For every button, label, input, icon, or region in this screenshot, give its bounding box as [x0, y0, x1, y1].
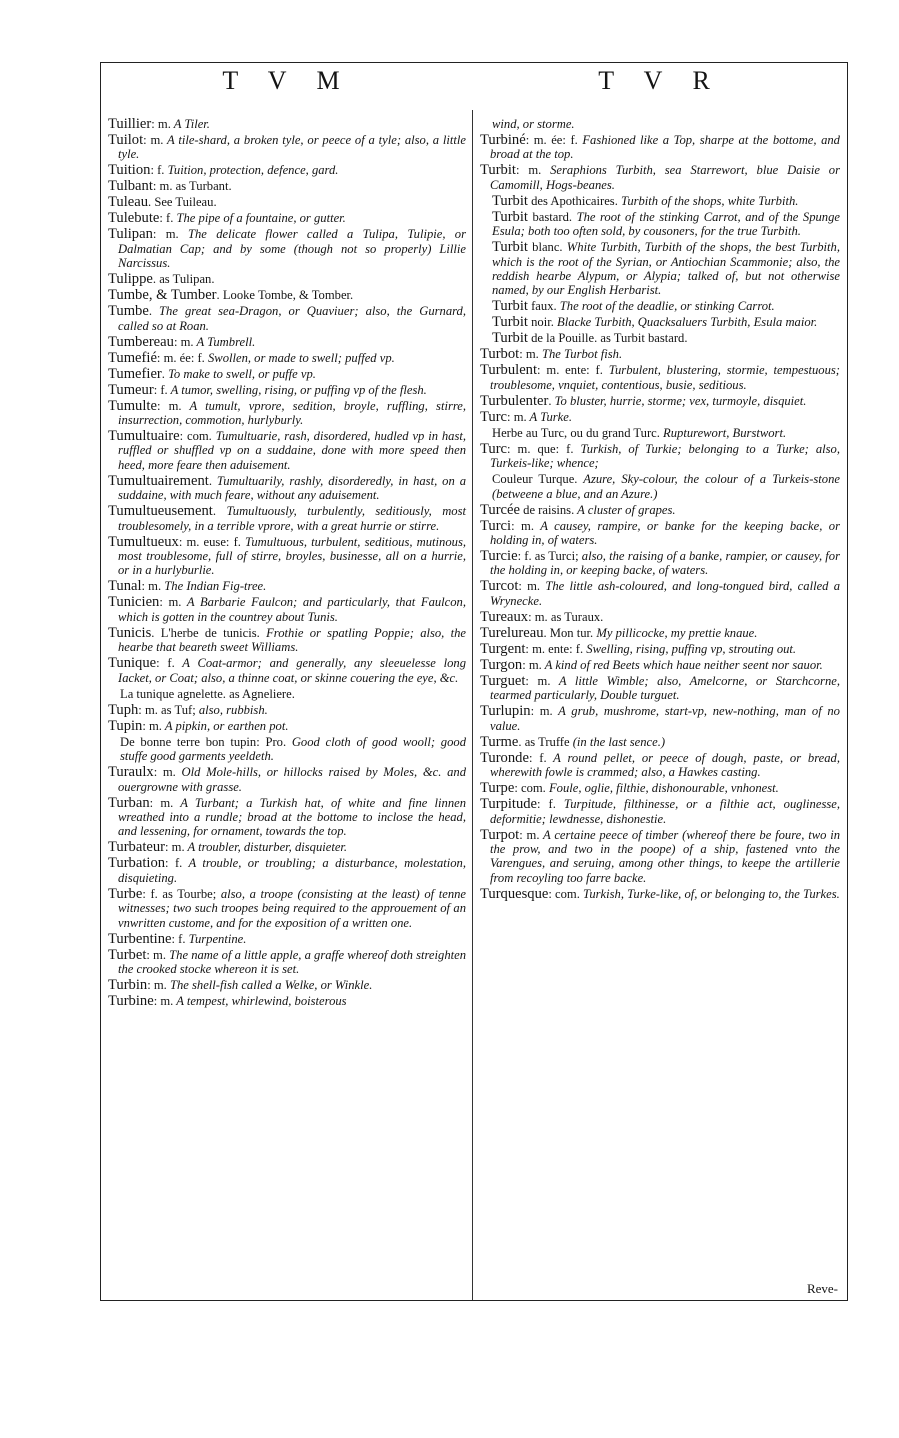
entry-grammar: : f.	[528, 750, 547, 765]
right-column	[480, 117, 840, 903]
entry-grammar: faux.	[527, 299, 557, 314]
entry-grammar: bastard.	[527, 209, 573, 224]
entry-grammar: : m. as Tuf;	[138, 702, 196, 717]
entry-headword: Turelureau	[480, 624, 544, 641]
entry-grammar: Herbe au Turc, ou du grand Turc.	[492, 425, 660, 440]
column-divider	[472, 110, 473, 1300]
entry-headword: Turbateur	[108, 839, 166, 856]
frame-right-rule	[847, 62, 848, 1300]
dictionary-entry	[480, 658, 840, 672]
entry-definition: The shell-fish called a Welke, or Winkle.	[166, 977, 373, 992]
entry-headword: Turcée	[480, 501, 520, 518]
entry-headword: Tunicis	[108, 624, 152, 641]
entry-grammar: : m. ente: f.	[525, 641, 584, 656]
entry-definition: Swelling, rising, puffing vp, strouting out.	[583, 641, 797, 656]
entry-grammar: : m.	[173, 334, 194, 349]
dictionary-entry	[480, 472, 840, 501]
catchword: Reve-	[806, 1281, 838, 1296]
dictionary-entry	[480, 331, 840, 345]
entry-definition: To make to swell, or puffe vp.	[164, 366, 316, 381]
entry-headword: Turaulx	[108, 764, 154, 781]
entry-grammar: : com.	[179, 429, 212, 444]
dictionary-entry	[480, 410, 840, 424]
entry-grammar: . See Tuileau.	[148, 195, 217, 210]
dictionary-entry	[108, 719, 466, 733]
entry-definition: A tile-shard, a broken tyle, or peece of a tyle; also, a little tyle.	[118, 133, 467, 162]
entry-headword: Tuition	[108, 162, 151, 179]
entry-definition: A Turbant; a Turkish hat, of white and fine linnen wreathed into a rundle; broad at the bottome to inclose the head, and lessening, for ornament, towards the top.	[118, 795, 466, 839]
entry-definition: A Tumbrell.	[193, 334, 256, 349]
entry-headword: Turbit	[492, 239, 528, 256]
entry-grammar: : m.	[515, 163, 542, 178]
left-column	[108, 117, 466, 1010]
dictionary-entry	[108, 765, 466, 794]
entry-definition: A Barbarie Faulcon; and particularly, that Faulcon, which is gotten in the countrey about Tunis.	[118, 595, 467, 624]
dictionary-entry	[480, 519, 840, 548]
dictionary-entry	[480, 240, 840, 298]
dictionary-entry	[108, 383, 466, 397]
entry-grammar: de la Pouille. as Turbit bastard.	[527, 331, 688, 346]
entry-grammar: : m.	[153, 993, 174, 1008]
dictionary-entry	[108, 796, 466, 839]
entry-headword: Tuleau	[108, 194, 149, 211]
dictionary-entry	[108, 703, 466, 717]
entry-headword: Turlupin	[480, 703, 531, 720]
entry-headword: Turquesque	[480, 885, 549, 902]
dictionary-entry	[108, 840, 466, 854]
entry-grammar: : m.	[147, 977, 167, 992]
entry-definition: Turpentine.	[185, 931, 247, 946]
dictionary-entry	[480, 626, 840, 640]
dictionary-entry	[108, 687, 466, 701]
entry-definition: Tuition, protection, defence, gard.	[164, 163, 339, 178]
dictionary-entry	[480, 194, 840, 208]
entry-definition: A causey, rampire, or banke for the keeping backe, or holding in, of waters.	[490, 518, 840, 548]
entry-headword: Turbiné	[480, 132, 526, 148]
dictionary-entry	[480, 674, 840, 703]
entry-definition: A tempest, whirlewind, boisterous	[173, 993, 347, 1008]
dictionary-entry	[480, 163, 840, 192]
entry-headword: Tumeur	[108, 381, 154, 398]
entry-headword: Turc	[480, 440, 508, 457]
entry-grammar: .	[161, 366, 165, 381]
entry-grammar: : m.	[142, 718, 162, 733]
entry-grammar: : f.	[159, 211, 174, 226]
entry-headword: Tulippe	[108, 271, 153, 288]
entry-grammar: : m.	[152, 227, 179, 242]
entry-headword: Tumbe	[108, 303, 149, 320]
entry-grammar: .	[548, 393, 552, 408]
entry-headword: Tulbant	[108, 178, 153, 195]
entry-headword: Turbin	[108, 976, 148, 993]
entry-definition: My pillicocke, my prettie knaue.	[593, 625, 758, 640]
entry-definition: A troubler, disturber, disquieter.	[184, 840, 348, 855]
entry-grammar: : com.	[548, 886, 580, 901]
entry-grammar: : m.	[165, 840, 185, 855]
entry-headword: Tulebute	[108, 210, 160, 227]
entry-headword: Turbe	[108, 885, 143, 902]
entry-definition: A kind of red Beets which haue neither seent nor sauor.	[541, 657, 823, 672]
dictionary-entry	[480, 610, 840, 624]
entry-grammar: .	[212, 504, 217, 519]
entry-grammar: : m.	[511, 518, 534, 533]
entry-definition: Rupturewort, Burstwort.	[659, 425, 787, 440]
dictionary-entry	[480, 579, 840, 608]
running-head-left: T V M	[222, 66, 352, 95]
dictionary-entry	[108, 474, 466, 503]
entry-grammar: : f.	[165, 856, 183, 871]
dictionary-entry	[480, 363, 840, 392]
entry-headword: Turonde	[480, 749, 529, 766]
entry-grammar: noir.	[527, 315, 554, 330]
dictionary-entry	[108, 211, 466, 225]
entry-headword: Tumultueusement	[108, 503, 213, 520]
entry-headword: Turpitude	[480, 796, 538, 813]
entry-headword: Tunal	[108, 578, 142, 595]
entry-grammar: : m.	[156, 398, 182, 413]
dictionary-entry	[480, 133, 840, 162]
entry-definition: The Indian Fig-tree.	[161, 579, 267, 594]
entry-grammar: : m. ée: f.	[156, 350, 205, 365]
entry-grammar: : m. que: f.	[507, 441, 574, 456]
entry-grammar: : m.	[518, 579, 541, 594]
dictionary-entry	[108, 163, 466, 177]
entry-definition: The root of the deadlie, or stinking Carrot.	[556, 299, 775, 314]
entry-grammar: : m. ente: f.	[537, 363, 603, 378]
entry-definition: A pipkin, or earthen pot.	[161, 718, 289, 733]
entry-grammar: : m. as Turbant.	[152, 179, 232, 194]
dictionary-entry	[108, 351, 466, 365]
entry-grammar: : m.	[143, 133, 164, 147]
dictionary-entry	[480, 797, 840, 826]
entry-definition: Fashioned like a Top, sharpe at the bottome, and broad at the top.	[490, 133, 840, 162]
entry-headword: Turbulent	[480, 362, 538, 379]
entry-headword: Turgent	[480, 640, 526, 657]
entry-headword: Tumultueux	[108, 533, 179, 550]
dictionary-entry	[108, 932, 466, 946]
entry-headword: Turbit	[492, 314, 528, 331]
entry-headword: Turci	[480, 517, 512, 534]
entry-headword: Tumulte	[108, 397, 157, 414]
entry-headword: Turbit	[480, 162, 516, 179]
entry-definition: Turpitude, filthinesse, or a filthie act, ouglinesse, deformitie; lewdnesse, dishonestie.	[490, 797, 840, 826]
entry-headword: Tupin	[108, 717, 143, 734]
entry-headword: Turbit	[492, 192, 528, 209]
dictionary-entry	[108, 117, 466, 131]
entry-headword: Turbit	[492, 208, 528, 225]
entry-definition: Foule, oglie, filthie, dishonourable, vnhonest.	[545, 781, 779, 796]
dictionary-entry	[480, 781, 840, 795]
entry-headword: Tuillier	[108, 116, 152, 132]
entry-definition: wind, or storme.	[492, 117, 575, 131]
dictionary-entry	[108, 735, 466, 764]
dictionary-entry	[108, 335, 466, 349]
entry-headword: Tumbe, & Tumber	[108, 287, 217, 304]
entry-definition: A Turke.	[526, 409, 573, 424]
dictionary-entry	[108, 399, 466, 428]
dictionary-entry	[108, 626, 466, 655]
entry-headword: Turbit	[492, 298, 528, 315]
entry-grammar: : m. euse: f.	[178, 534, 241, 549]
entry-definition: (in the last sence.)	[569, 734, 666, 749]
dictionary-entry	[108, 227, 466, 270]
dictionary-entry	[480, 642, 840, 656]
entry-grammar: : m.	[141, 579, 162, 594]
entry-headword: Turme	[480, 733, 519, 750]
entry-definition: Tumultuarily, rashly, disorderedly, in hast, on a suddaine, with much feare, without any aduisement.	[118, 473, 466, 503]
entry-definition: Old Mole-hills, or hillocks raised by Moles, &c. and ouergrowne with grasse.	[118, 765, 466, 794]
entry-definition: Good cloth of good wooll; good stuffe good garments yeeldeth.	[120, 734, 466, 764]
frame-left-rule	[100, 62, 101, 1300]
entry-definition: A certaine peece of timber (whereof there be foure, two in the prow, and two in the poope) of a ship, fastened vnto the Varengues, and seruing, among other things, to keepe the artillerie from recoyling too farre backe.	[490, 827, 840, 885]
entry-definition: Blacke Turbith, Quacksaluers Turbith, Esula maior.	[553, 315, 818, 330]
entry-definition: Turkish, of Turkie; belonging to a Turke; also, Turkeis-like; whence;	[490, 441, 840, 471]
entry-definition: The great sea-Dragon, or Quaviuer; also, the Gurnard, called so at Roan.	[118, 304, 466, 333]
entry-headword: Tumefier	[108, 365, 162, 382]
entry-headword: Turbentine	[108, 930, 172, 947]
entry-definition: Turkish, Turke-like, of, or belonging to, the Turkes.	[579, 886, 840, 901]
entry-definition: A little Wimble; also, Amelcorne, or Starchcorne, tearmed particularly, Double turguet.	[490, 673, 840, 703]
entry-grammar: : m. as Turaux.	[528, 609, 604, 624]
entry-headword: Turbit	[492, 330, 528, 347]
entry-definition: The Turbot fish.	[538, 347, 623, 362]
dictionary-entry	[108, 887, 466, 930]
entry-headword: Turc	[480, 408, 508, 425]
entry-definition: White Turbith, Turbith of the shops, the best Turbith, which is the root of the Syrian, or Antiochian Scammonie; also, the reddish hearbe Alypum, or Alypia; talked of, but not otherwise named, by our English Herbarist.	[492, 240, 840, 298]
dictionary-entry	[108, 304, 466, 333]
entry-grammar: . as Tulipan.	[152, 272, 215, 287]
entry-grammar: : m.	[159, 595, 182, 610]
entry-definition: Tumultuous, turbulent, seditious, mutinous, most troublesome, full of stirre, broyles, businesse, all on a hurrie, or in a hurlyburlie.	[118, 534, 466, 578]
entry-definition: also, the raising of a banke, rampier, or causey, for the holding in, or keeping backe, of waters.	[490, 549, 840, 578]
entry-headword: Turbulenter	[480, 392, 549, 409]
entry-headword: Tumbereau	[108, 333, 174, 350]
dictionary-entry	[480, 315, 840, 329]
entry-definition: The root of the stinking Carrot, and of the Spunge Esula; both too often sold, by cousoners, for the true Turbith.	[492, 209, 840, 239]
dictionary-entry	[108, 133, 466, 162]
dictionary-entry	[480, 735, 840, 749]
entry-definition: A round pellet, or peece of dough, paste, or bread, wherewith fowle is crammed; also, a Hawkes casting.	[490, 750, 840, 780]
entry-grammar: : m.	[519, 347, 539, 362]
entry-definition: The little ash-coloured, and long-tongued bird, called a Wrynecke.	[490, 579, 841, 608]
dictionary-entry	[108, 504, 466, 533]
dictionary-entry	[480, 828, 840, 886]
entry-headword: Turbation	[108, 855, 166, 872]
entry-grammar: : m.	[149, 795, 174, 810]
entry-headword: Turcot	[480, 578, 519, 595]
entry-grammar: Couleur Turque.	[492, 472, 578, 487]
entry-grammar: des Apothicaires.	[527, 193, 618, 208]
entry-headword: Tumultuairement	[108, 472, 209, 489]
dictionary-entry	[480, 887, 840, 901]
entry-headword: Tumefié	[108, 349, 157, 366]
entry-grammar: blanc.	[527, 240, 563, 255]
frame-bottom-rule	[100, 1300, 848, 1301]
entry-headword: Turbot	[480, 346, 520, 363]
entry-definition: A cluster of grapes.	[574, 502, 676, 517]
entry-definition: A grub, mushrome, start-vp, new-nothing, man of no value.	[490, 704, 840, 733]
entry-grammar: : f.	[171, 931, 186, 946]
entry-definition: Tumultuarie, rash, disordered, hudled vp in hast, ruffled or shuffled vp on a suddaine, done with more speed then heed, more feare then aduisement.	[118, 429, 466, 472]
dictionary-entry	[108, 994, 466, 1008]
entry-headword: Turgon	[480, 656, 523, 673]
entry-headword: Turbine	[108, 992, 154, 1009]
dictionary-entry	[480, 704, 840, 733]
entry-grammar: : f.	[156, 656, 175, 671]
entry-definition: Tumultuously, turbulently, seditiously, most troublesomely, in a terrible vprore, with a great hurrie or stirre.	[118, 504, 466, 533]
dictionary-entry	[480, 442, 840, 471]
entry-grammar: : f.	[537, 797, 556, 812]
entry-grammar: : m. ée: f.	[525, 133, 578, 147]
entry-grammar: . Mon tur.	[543, 625, 594, 640]
dictionary-entry	[108, 579, 466, 593]
dictionary-entry	[480, 347, 840, 361]
entry-definition: Frothie or spatling Poppie; also, the hearbe that beareth sweet Williams.	[118, 625, 466, 655]
dictionary-entry	[480, 210, 840, 239]
dictionary-entry	[108, 367, 466, 381]
entry-grammar: : com.	[514, 781, 546, 796]
entry-definition: The delicate flower called a Tulipa, Tulipie, or Dalmatian Cap; and by some (though not so properly) Lillie Narcissus.	[118, 227, 467, 271]
entry-grammar: : m.	[522, 657, 542, 672]
entry-definition: also, rubbish.	[195, 702, 268, 717]
entry-grammar: : m.	[519, 827, 540, 842]
frame-top-rule	[100, 62, 848, 63]
dictionary-entry	[108, 179, 466, 193]
entry-headword: Tuilot	[108, 132, 144, 148]
dictionary-entry	[108, 288, 466, 302]
entry-headword: Tunicien	[108, 594, 160, 611]
entry-grammar: : m.	[153, 765, 176, 780]
entry-grammar: : m.	[146, 947, 166, 962]
dictionary-entry	[480, 394, 840, 408]
entry-definition: Azure, Sky-colour, the colour of a Turkeis-stone (betweene a blue, and an Azure.)	[492, 472, 840, 501]
entry-headword: Tuph	[108, 701, 139, 718]
dictionary-entry	[480, 751, 840, 780]
entry-definition: Turbith of the shops, white Turbith.	[617, 193, 799, 208]
running-head-right: T V R	[598, 66, 722, 95]
dictionary-entry	[108, 195, 466, 209]
dictionary-entry	[108, 272, 466, 286]
dictionary-entry	[480, 299, 840, 313]
entry-definition: The pipe of a fountaine, or gutter.	[173, 211, 346, 226]
entry-headword: Tunique	[108, 655, 157, 672]
entry-headword: Turban	[108, 794, 150, 811]
entry-grammar: De bonne terre bon tupin: Pro.	[120, 734, 287, 749]
entry-grammar: : f.	[150, 163, 165, 178]
entry-definition: A Tiler.	[170, 117, 210, 131]
entry-headword: Tumultuaire	[108, 428, 180, 445]
entry-grammar: : m.	[530, 704, 553, 719]
dictionary-entry	[108, 948, 466, 977]
dictionary-entry	[480, 549, 840, 578]
entry-grammar: : m.	[151, 117, 171, 131]
entry-definition: Turbulent, blustering, stormie, tempestuous; troublesome, vnquiet, contentious, busie, seditious.	[490, 363, 840, 392]
entry-grammar: : f. as Turci;	[517, 549, 579, 564]
dictionary-entry	[480, 426, 840, 440]
entry-headword: Turguet	[480, 672, 526, 689]
entry-definition: Swollen, or made to swell; puffed vp.	[204, 350, 395, 365]
entry-grammar: : m.	[507, 409, 527, 424]
entry-grammar: : m.	[525, 673, 551, 688]
dictionary-entry	[108, 656, 466, 685]
entry-grammar: .	[148, 304, 152, 319]
dictionary-entry	[108, 978, 466, 992]
entry-definition: Seraphions Turbith, sea Starrewort, blue Daisie or Camomill, Hogs-beanes.	[490, 163, 840, 192]
entry-definition: To bluster, hurrie, storme; vex, turmoyle, disquiet.	[551, 393, 807, 408]
entry-definition: A tumor, swelling, rising, or puffing vp of the flesh.	[167, 382, 427, 397]
entry-headword: Turpe	[480, 780, 515, 797]
entry-headword: Turcie	[480, 548, 518, 565]
entry-headword: Tulipan	[108, 226, 153, 243]
entry-grammar: . as Truffe	[518, 734, 570, 749]
entry-headword: Tureaux	[480, 608, 529, 625]
entry-grammar: .	[208, 473, 212, 488]
entry-definition: A trouble, or troubling; a disturbance, molestation, disquieting.	[118, 856, 466, 885]
dictionary-entry	[108, 595, 466, 624]
entry-definition: A Coat-armor; and generally, any sleeuelesse long Iacket, or Coat; also, a thinne coat, or skinne couering the eye, &c.	[118, 656, 466, 685]
entry-grammar: . Looke Tombe, & Tomber.	[216, 288, 354, 303]
dictionary-entry	[108, 535, 466, 578]
entry-grammar: : f. as Tourbe;	[142, 886, 217, 901]
entry-definition: The name of a little apple, a graffe whereof doth streighten the crooked stocke whereon it is set.	[118, 947, 466, 976]
entry-grammar: La tunique agnelette. as Agneliere.	[120, 686, 295, 701]
entry-headword: Turpot	[480, 826, 520, 843]
dictionary-entry	[108, 856, 466, 885]
entry-grammar: de raisins.	[520, 502, 575, 517]
entry-grammar: . L'herbe de tunicis.	[151, 625, 260, 640]
entry-grammar: : f.	[153, 382, 168, 397]
entry-headword: Turbet	[108, 946, 147, 963]
entry-definition: also, a troope (consisting at the least) of tenne witnesses; two such troopes being required to the approuement of an vnwritten custome, and for the exposition of a written one.	[118, 886, 467, 930]
dictionary-entry	[480, 503, 840, 517]
dictionary-entry	[480, 117, 840, 131]
dictionary-entry	[108, 429, 466, 472]
entry-definition: A tumult, vprore, sedition, broyle, ruffling, stirre, insurrection, commotion, hurlyburly.	[118, 398, 467, 428]
